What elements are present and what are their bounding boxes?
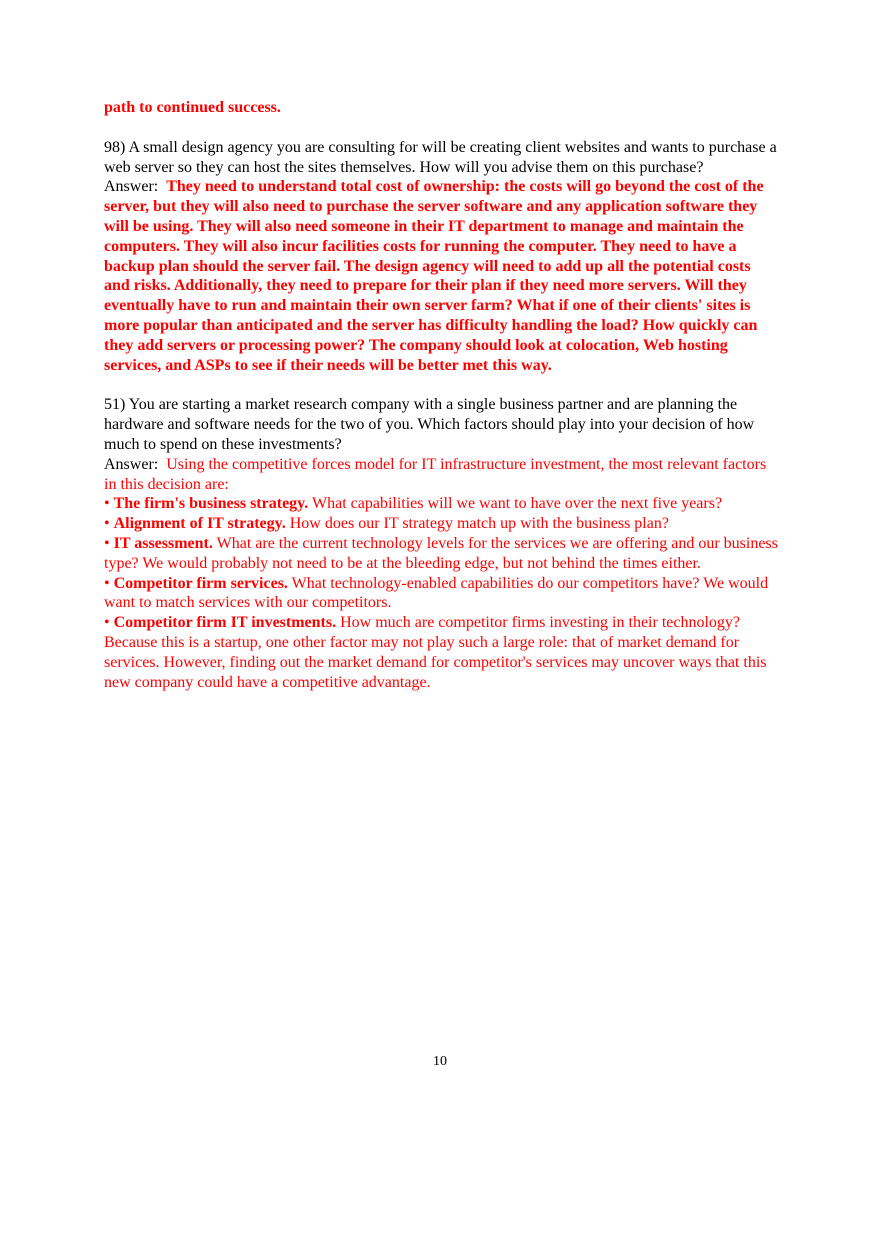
bullet-item bbox=[104, 613, 780, 633]
bullet-lead: Alignment of IT strategy. bbox=[113, 515, 286, 533]
bullet-item bbox=[104, 534, 780, 574]
spacer bbox=[104, 118, 780, 138]
bullet-lead: IT assessment. bbox=[113, 534, 213, 552]
answer-label: Answer: bbox=[104, 455, 159, 473]
bullet-item bbox=[104, 494, 780, 514]
bullet-lead: Competitor firm IT investments. bbox=[113, 614, 337, 632]
answer-51-intro: Using the competitive forces model for IT infrastructure investment, the most relevant factors in this decision are: bbox=[104, 455, 767, 493]
spacer bbox=[104, 375, 780, 395]
bullet-lead: The firm's business strategy. bbox=[113, 495, 309, 513]
bullet-text: What capabilities will we want to have over the next five years? bbox=[312, 495, 723, 513]
bullet-text: How does our IT strategy match up with the business plan? bbox=[289, 515, 669, 533]
bullet-marker: • bbox=[104, 574, 110, 592]
bullet-text: What are the current technology levels for the services we are offering and our business type? We would probably not need to be at the bleeding edge, but not behind the times either. bbox=[104, 534, 778, 572]
answer-label: Answer: bbox=[104, 178, 159, 196]
bullet-marker: • bbox=[104, 534, 110, 552]
bullet-text: What technology-enabled capabilities do our competitors have? We would want to match services with our competitors. bbox=[104, 574, 769, 612]
bullet-lead: Competitor firm services. bbox=[113, 574, 288, 592]
bullet-marker: • bbox=[104, 515, 110, 533]
bullet-item bbox=[104, 514, 780, 534]
bullet-marker: • bbox=[104, 614, 110, 632]
bullet-text: How much are competitor firms investing in their technology? bbox=[340, 614, 741, 632]
document-page bbox=[104, 98, 780, 692]
continuation-text: path to continued success. bbox=[104, 99, 281, 116]
page-number: 10 bbox=[433, 1054, 447, 1069]
answer-98 bbox=[104, 177, 780, 375]
answer-98-text: They need to understand total cost of ownership: the costs will go beyond the cost of the server, but they will also need to purchase the server software and any application software they will be using. They will also need someone in their IT department to manage and maintain the computers. They will also incur facilities costs for running the computer. They need to have a backup plan should the server fail. The design agency will need to add up all the potential costs and risks. Additionally, they need to prepare for their plan if they need more servers. Will they eventually have to run and maintain their own server farm? What if one of their clients' sites is more popular than anticipated and the server has difficulty handling the load? How quickly can they add servers or processing power? The company should look at colocation, Web hosting services, and ASPs to see if their needs will be better met this way. bbox=[104, 178, 764, 374]
question-51: 51) You are starting a market research company with a single business partner and are planning the hardware and software needs for the two of you. Which factors should play into your decision of how much to spend on these investments? bbox=[104, 396, 755, 453]
answer-51 bbox=[104, 455, 780, 495]
closing-paragraph: Because this is a startup, one other factor may not play such a large role: that of market demand for services. However, finding out the market demand for competitor's services may uncover ways that this new company could have a competitive advantage. bbox=[104, 633, 767, 691]
bullet-item bbox=[104, 574, 780, 614]
question-98: 98) A small design agency you are consulting for will be creating client websites and wants to purchase a web server so they can host the sites themselves. How will you advise them on this purchase? bbox=[104, 138, 777, 176]
bullet-marker: • bbox=[104, 495, 110, 513]
